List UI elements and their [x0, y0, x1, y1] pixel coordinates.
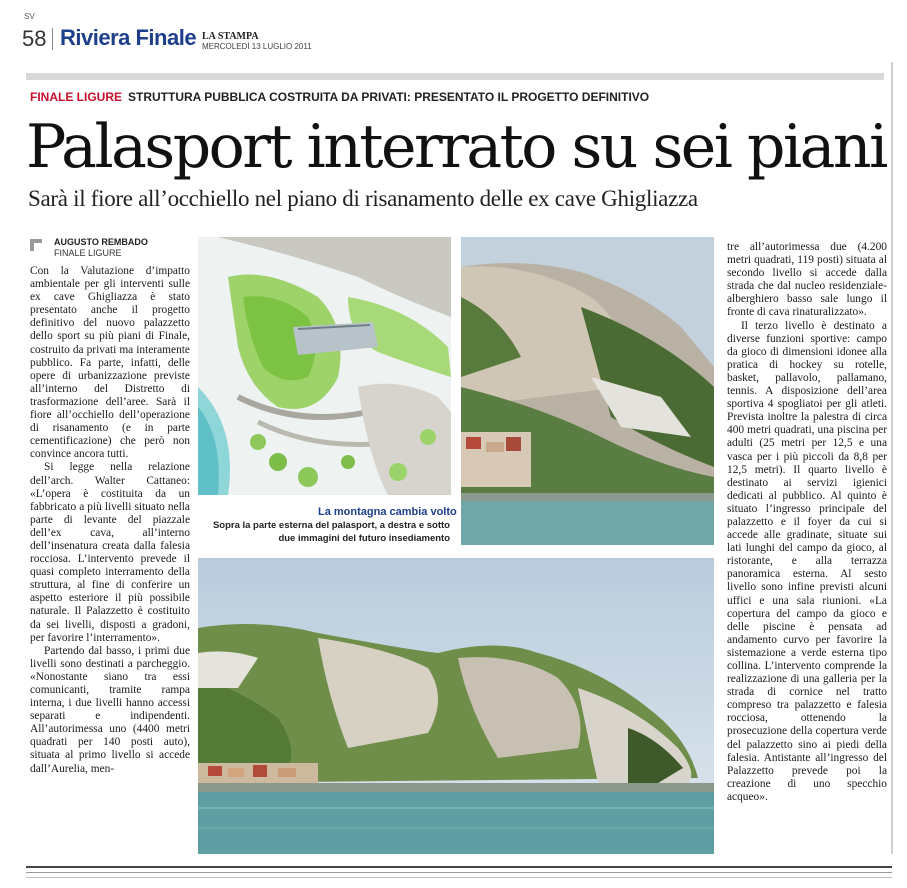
masthead-logo: LA STAMPA: [202, 31, 259, 42]
kicker-topic: STRUTTURA PUBBLICA COSTRUITA DA PRIVATI: PRESENTATO IL PROGETTO DEFINITIVO: [128, 90, 650, 104]
kicker-place: FINALE LIGURE: [30, 90, 122, 104]
page-number: 58: [22, 26, 47, 51]
cliffs-photo: [461, 237, 714, 545]
paragraph: Partendo dal basso, i primi due livelli sono destinati a parcheggio. «Nonostante siano tra essi comunicanti, tramite rampa interna, i due livelli hanno accessi separati e indipendenti. All’autorimessa uno (4400 metri quadrati per 140 posti auto), situata al primo livello si accede dall’Aurelia, men-: [30, 644, 190, 775]
byline-bracket-icon: [30, 239, 42, 251]
caption-text: Sopra la parte esterna del palasport, a destra e sotto due immagini del futuro insediamento: [212, 520, 450, 544]
body-column-1: [30, 265, 190, 776]
byline-place: FINALE LIGURE: [54, 248, 122, 258]
subheadline: Sarà il fiore all’occhiello nel piano di risanamento delle ex cave Ghigliazza: [28, 186, 698, 211]
kicker: [30, 90, 649, 104]
paragraph: Si legge nella relazione dell’arch. Walter Cattaneo: «L’opera è costituita da un fabbricato a più livelli situato nella parte di levante del piazzale dell’ex cava, all’interno dell’insenatura creata dalla falesia rocciosa. L’intervento prevede il quasi completo interramento della struttura, al fine di conferire un aspetto esteriore il più possibile naturale. Il Palazzetto è costituito da sei livelli, disposti a gradoni, per favorire l’interramento».: [30, 461, 190, 644]
paragraph: tre all’autorimessa due (4.200 metri quadrati, 119 posti) situata al secondo livello si accede dalla strada che dal nucleo residenziale-alberghiero basso sale lungo il fronte di cava rinaturalizzato».: [727, 241, 887, 319]
headline: Palasport interrato su sei piani: [26, 112, 886, 182]
coastline-panorama-photo: [198, 558, 714, 854]
body-column-2: [727, 241, 887, 804]
top-grey-bar: [26, 73, 884, 80]
footer-rule: [26, 866, 892, 868]
header-divider: [52, 28, 53, 50]
edition-code: SV: [24, 12, 35, 21]
paragraph: Con la Valutazione d’impatto ambientale per gli interventi sulle ex cave Ghigliazza è stato presentato anche il progetto definitivo del nuovo palazzetto dello sport su più piani di Finale, costruito da privati ma interamente pubblico. Fa parte, infatti, delle opere di urbanizzazione previste all’interno del Distretto di trasformazione dell’aree. Sarà il fiore all’occhiello dell’operazione di risanamento (e in parte cementificazione) che però non convince ancora tutti.: [30, 265, 190, 461]
section-title: Riviera Finale: [60, 25, 197, 50]
footer-rule: [26, 877, 892, 878]
palasport-rendering-image: [198, 237, 451, 495]
issue-date: MERCOLEDÌ 13 LUGLIO 2011: [202, 42, 312, 51]
byline-author: AUGUSTO REMBADO: [54, 237, 148, 247]
caption-title: La montagna cambia volto: [318, 506, 457, 518]
footer-rule: [26, 872, 892, 873]
paragraph: Il terzo livello è destinato a diverse funzioni sportive: campo da gioco di dimensioni idonee alla pratica di hockey su rotelle, basket, pallavolo, pallamano, tennis. A disposizione dell’area sportiva 4 spogliatoi per gli atleti. Prevista inoltre la palestra di circa 400 metri quadrati, una piscina per adulti (25 metri per 12,5 e una vasca per i più piccoli da 8,8 per 12,5 metri). Il quarto livello è destinato ai servizi igienici dedicati al pubblico. Al quinto è situato l’ingresso principale del palazzetto e il foyer da cui si accede alle gradinate, situate sui lati lunghi del campo da gioco, al ristorante, e alla terrazza panoramica esterna. Al sesto livello sono infine previsti alcuni uffici e una sala riunioni. «La copertura del campo da gioco e delle piscine è pensata ad andamento curvo per favorire la sistemazione a verde esterna tipo collina. L’intervento comprende la realizzazione di una galleria per la strada di cornice nel tratto compreso tra palazzetto e falesia rocciosa, ottenendo la prosecuzione della copertura verde del palazzetto sino ai piedi della falesia. Antistante all’ingresso del Palazzetto prevede poi la creazione di uno specchio acqueo».: [727, 319, 887, 803]
